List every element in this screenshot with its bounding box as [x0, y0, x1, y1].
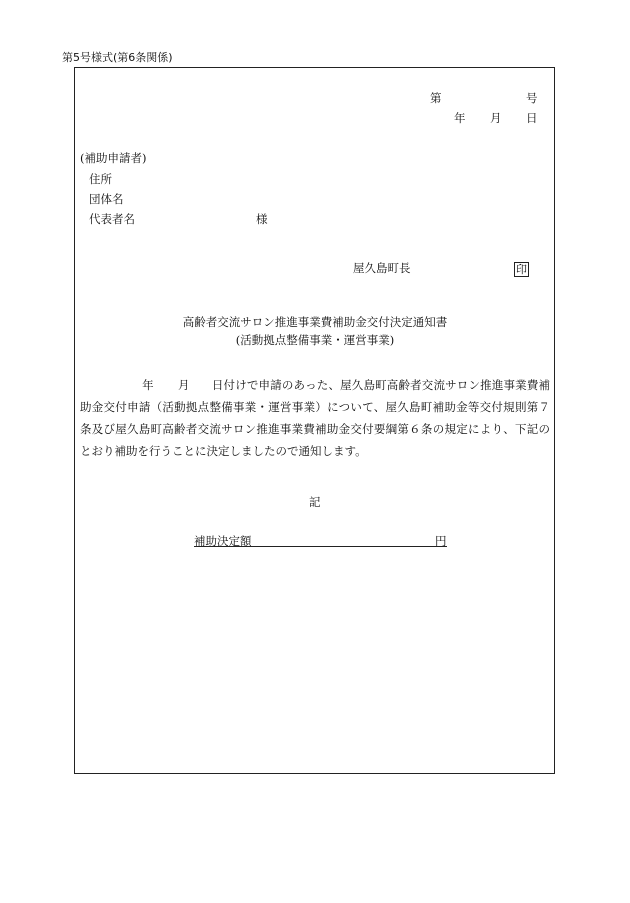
body-paragraph [80, 374, 550, 462]
amount-unit: 円 [435, 534, 447, 548]
document-subtitle: (活動拠点整備事業・運営事業) [235, 333, 395, 347]
document-title: 高齢者交流サロン推進事業費補助金交付決定通知書 [182, 315, 448, 329]
document-number-prefix: 第 [430, 91, 442, 105]
representative-label: 代表者名 [89, 212, 135, 226]
document-number-suffix: 号 [526, 91, 538, 105]
date-day: 日 [526, 111, 538, 125]
body-month: 月 [177, 378, 190, 392]
seal-mark [514, 262, 529, 277]
amount-underline [194, 546, 447, 547]
amount-label: 補助決定額 [194, 534, 252, 548]
date-year: 年 [454, 111, 466, 125]
address-label: 住所 [89, 172, 112, 186]
date-month: 月 [490, 111, 502, 125]
honorific: 様 [256, 212, 268, 226]
applicant-heading: (補助申請者) [80, 151, 147, 165]
seal-char: 印 [516, 263, 527, 276]
issuer-title: 屋久島町長 [353, 261, 411, 275]
body-year: 年 [142, 378, 154, 392]
record-label: 記 [309, 495, 321, 509]
body-text: 日付けで申請のあった、屋久島町高齢者交流サロン推進事業費補助金交付申請（活動拠点整備事業・運営事業）について、屋久島町補助金等交付規則第７条及び屋久島町高齢者交流サロン推進事業費補助金交付要綱第６条の規定により、下記のとおり補助を行うことに決定しましたので通知します。 [80, 378, 550, 458]
organization-label: 団体名 [89, 192, 124, 206]
form-code: 第5号様式(第6条関係) [62, 51, 173, 64]
